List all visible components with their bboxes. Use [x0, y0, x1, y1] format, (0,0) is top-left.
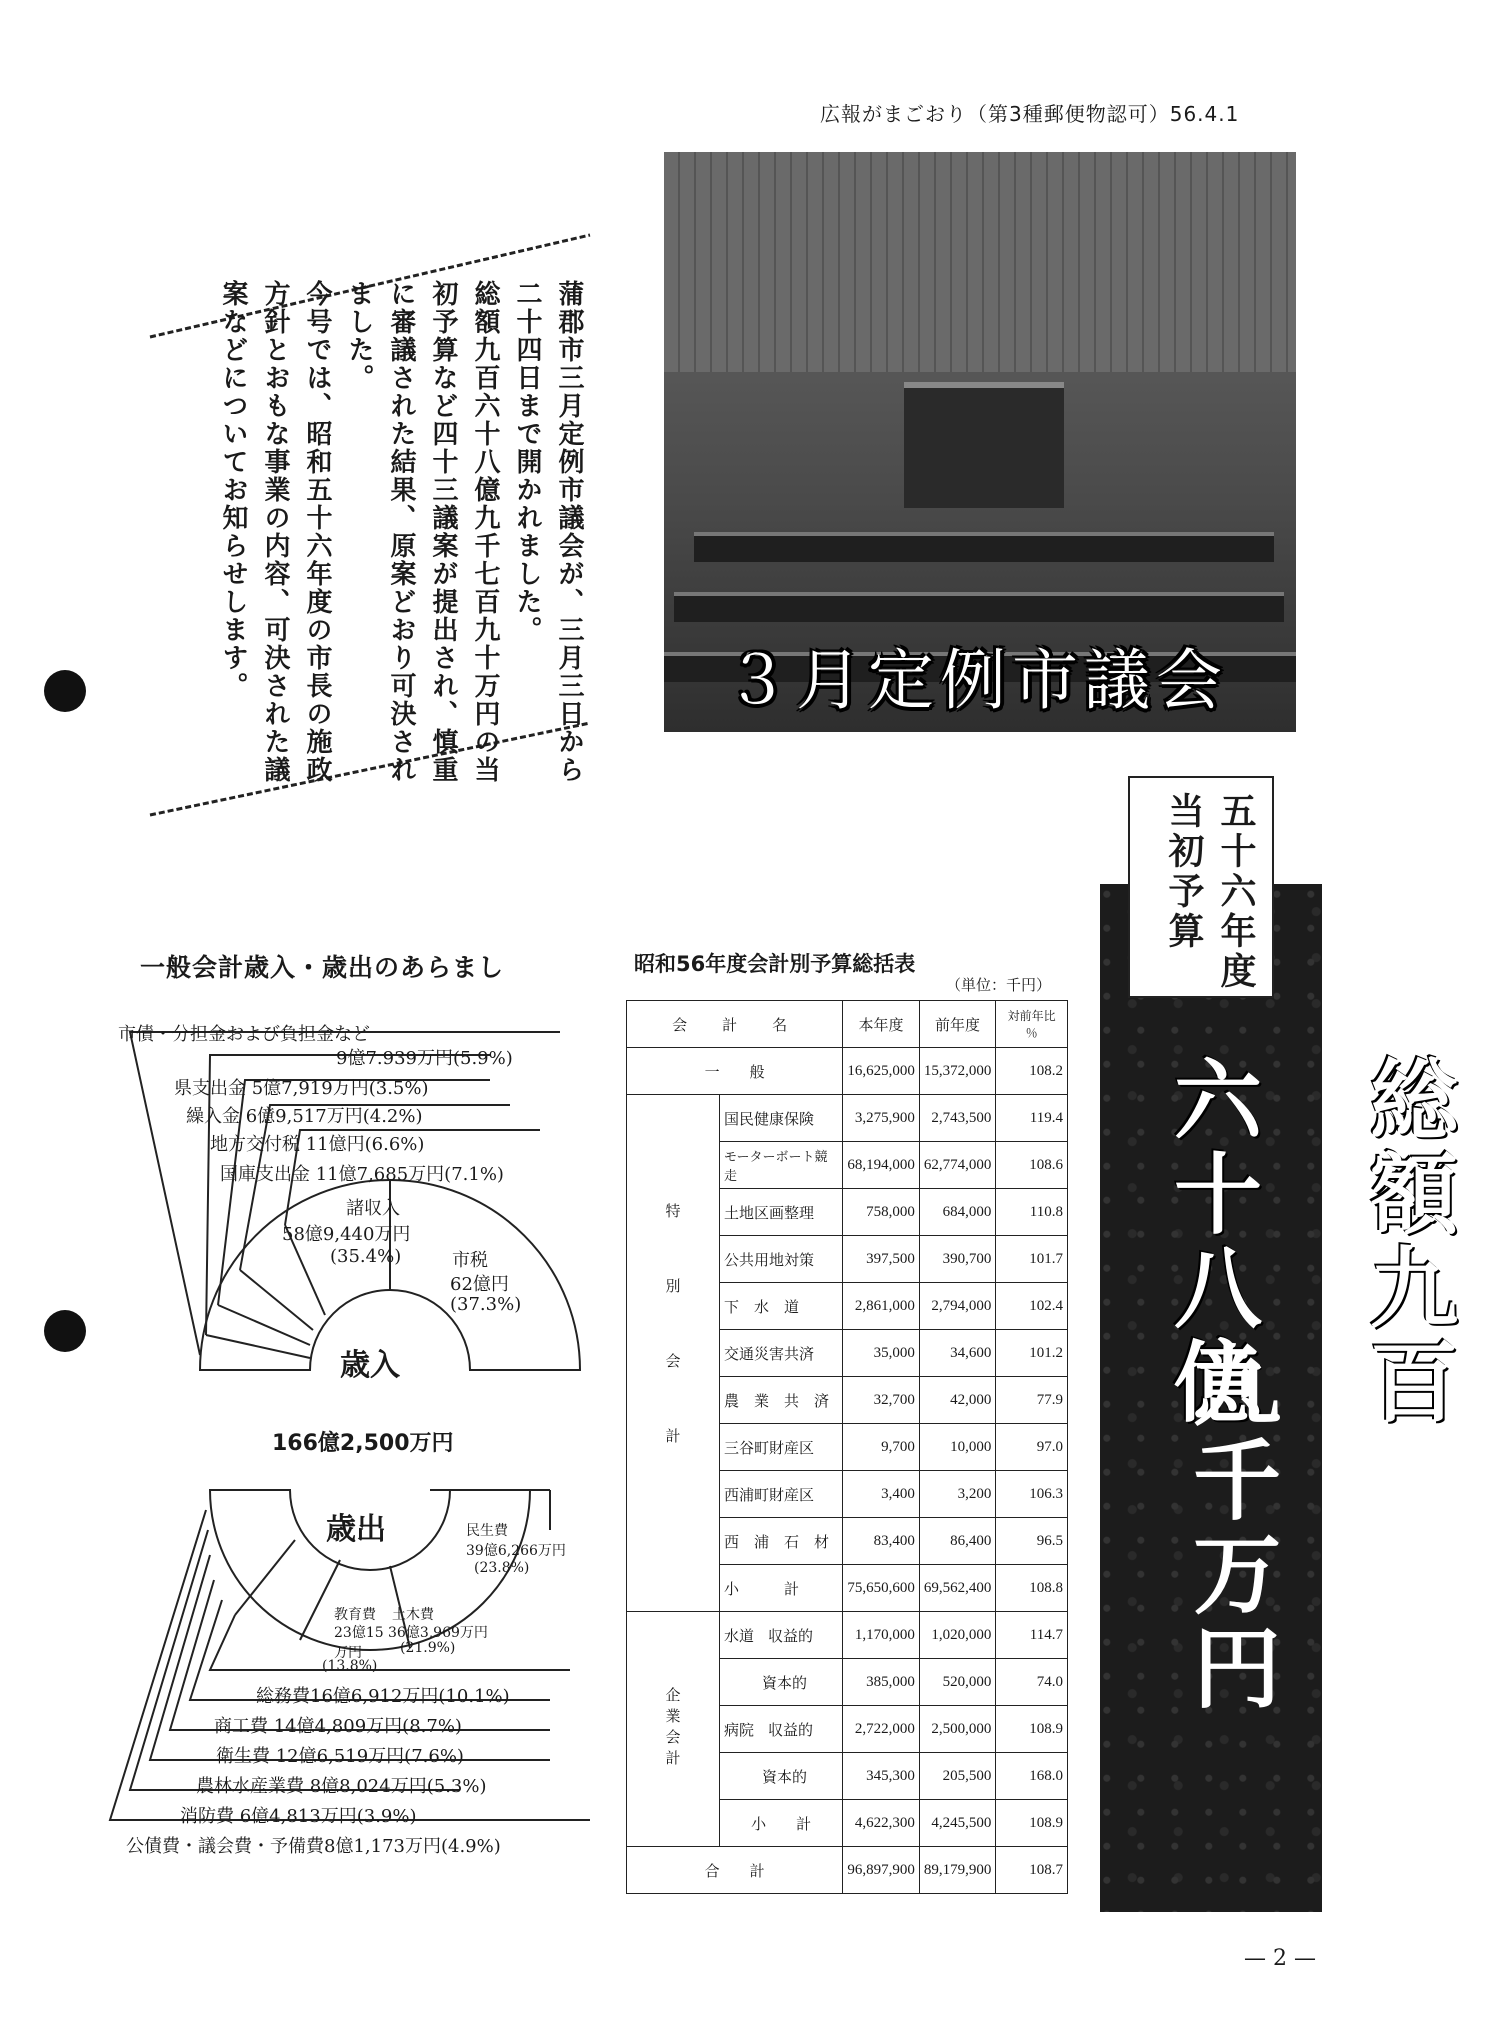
- binder-hole: [44, 1310, 86, 1352]
- header-ratio: 対前年比 ％: [996, 1001, 1068, 1048]
- big-title-line: 九千万円: [1179, 1340, 1283, 1716]
- budget-table: [626, 1000, 1068, 1894]
- header-previous: 前年度: [919, 1001, 996, 1048]
- table-row: 小 計 75,650,600 69,562,400 108.8: [627, 1565, 1068, 1612]
- revenue-amount-other: 9億7.939万円(5.9%): [336, 1048, 513, 1069]
- exp-amount-welfare: 39億6,266万円: [466, 1543, 566, 1559]
- revenue-center-label: 歳入: [340, 1348, 400, 1383]
- exp-pct-civil: (21.9%): [400, 1640, 456, 1656]
- big-title: 総額九百 六十八億: [1160, 1054, 1460, 1430]
- council-photo: [664, 152, 1296, 732]
- exp-pct-education: (13.8%): [322, 1658, 378, 1674]
- table-row: 下 水 道 2,861,000 2,794,000 102.4: [627, 1283, 1068, 1330]
- table-row: 企業会計 水道 収益的 1,170,000 1,020,000 114.7: [627, 1612, 1068, 1659]
- intro-line: 二十四日まで開かれました。: [512, 280, 542, 644]
- photo-title: ３月定例市議会: [724, 642, 1228, 719]
- intro-line: 蒲郡市三月定例市議会が、三月三日から: [554, 280, 584, 784]
- intro-text: [212, 280, 590, 800]
- exp-debt: 公債費・議会費・予備費8億1,173万円(4.9%): [126, 1836, 501, 1857]
- exp-agriculture: 農林水産業費 8億8,024万円(5.3%): [196, 1776, 487, 1797]
- table-row: 資本的 345,300 205,500 168.0: [627, 1753, 1068, 1800]
- revenue-label-tax: 市税: [452, 1250, 488, 1271]
- header-current: 本年度: [843, 1001, 920, 1048]
- intro-line: 案などについてお知らせします。: [218, 280, 248, 700]
- intro-line: に審議された結果、原案どおり可決され: [386, 280, 416, 784]
- table-row: 一 般 16,625,000 15,372,000 108.2: [627, 1048, 1068, 1095]
- exp-amount-education: 23億15万円: [334, 1625, 384, 1661]
- revenue-pct-tax: (37.3%): [450, 1294, 522, 1315]
- revenue-pct-misc: (35.4%): [330, 1246, 402, 1267]
- table-row: 三谷町財産区 9,700 10,000 97.0: [627, 1424, 1068, 1471]
- enterprise-water: 水道 収益的: [720, 1612, 843, 1659]
- table-row: 土地区画整理 758,000 684,000 110.8: [627, 1189, 1068, 1236]
- revenue-amount-tax: 62億円: [450, 1274, 509, 1295]
- table-row: 交通災害共済 35,000 34,600 101.2: [627, 1330, 1068, 1377]
- table-row: 西浦町財産区 3,400 3,200 106.3: [627, 1471, 1068, 1518]
- table-header-row: [627, 1001, 1068, 1048]
- exp-fire: 消防費 6億4,813万円(3.9%): [180, 1806, 417, 1827]
- header-name: 会 計 名: [627, 1001, 843, 1048]
- table-row: 農 業 共 済 32,700 42,000 77.9: [627, 1377, 1068, 1424]
- exp-label-education: 教育費: [334, 1607, 376, 1623]
- enterprise-label: 企業会計: [627, 1612, 720, 1847]
- intro-box: [150, 215, 590, 784]
- exp-health: 衛生費 12億6,519万円(7.6%): [216, 1746, 464, 1767]
- revenue-label-transfer: 繰入金 6億9,517万円(4.2%): [186, 1106, 423, 1127]
- budget-table-title: 昭和56年度会計別予算総括表: [634, 952, 916, 976]
- intro-line: 方針とおもな事業の内容、可決された議: [260, 280, 290, 784]
- intro-line: ました。: [344, 280, 374, 392]
- revenue-amount-misc: 58億9,440万円: [282, 1224, 411, 1245]
- revenue-label-pref: 県支出金 5億7,919万円(3.5%): [174, 1078, 429, 1099]
- table-row: 特別会計 国民健康保険 3,275,900 2,743,500 119.4: [627, 1095, 1068, 1142]
- binder-hole: [44, 670, 86, 712]
- table-row: 公共用地対策 397,500 390,700 101.7: [627, 1236, 1068, 1283]
- intro-line: 今号では、昭和五十六年度の市長の施政: [302, 280, 332, 784]
- table-row: 小 計 4,622,300 4,245,500 108.9: [627, 1800, 1068, 1847]
- big-title-end: [1120, 1340, 1320, 1900]
- intro-line: 総額九百六十八億九千七百九十万円の当: [470, 280, 500, 784]
- publication-header: 広報がまごおり（第3種郵便物認可）56.4.1: [820, 102, 1240, 126]
- exp-commerce: 商工費 14億4,809万円(8.7%): [214, 1716, 462, 1737]
- general-account-title: 一般会計歳入・歳出のあらまし: [140, 953, 505, 982]
- table-row: モーターボート競走 68,194,000 62,774,000 108.6: [627, 1142, 1068, 1189]
- special-label: 特別会計: [627, 1095, 720, 1612]
- budget-table-unit: （単位：千円）: [946, 976, 1052, 994]
- page-number: — 2 —: [1244, 1946, 1316, 1971]
- revenue-label-other: 市債・分担金および負担金など: [118, 1024, 370, 1045]
- table-row: 病院 収益的 2,722,000 2,500,000 108.9: [627, 1706, 1068, 1753]
- revenue-label-misc: 諸収入: [346, 1198, 400, 1219]
- exp-amount-civil: 36億3,969万円: [388, 1625, 488, 1641]
- revenue-label-tax-grant: 地方交付税 11億円(6.6%): [210, 1134, 425, 1155]
- expenditure-center-label: 歳出: [326, 1512, 386, 1547]
- revenue-label-national: 国庫支出金 11億7,685万円(7.1%): [220, 1164, 504, 1185]
- intro-line: 初予算など四十三議案が提出され、慎重: [428, 280, 458, 784]
- table-row: 西 浦 石 材 83,400 86,400 96.5: [627, 1518, 1068, 1565]
- exp-label-welfare: 民生費: [466, 1523, 508, 1539]
- table-total-row: 合 計 96,897,900 89,179,900 108.7: [627, 1847, 1068, 1894]
- subtitle-text: 五十六年度 当初予算: [1163, 792, 1257, 992]
- exp-label-civil: 土木費: [392, 1607, 434, 1623]
- exp-pct-welfare: (23.8%): [474, 1560, 530, 1576]
- subtitle-box: [1128, 776, 1274, 998]
- general-total: 166億2,500万円: [272, 1431, 454, 1456]
- exp-general: 総務費16億6,912万円(10.1%): [256, 1686, 510, 1707]
- table-row: 資本的 385,000 520,000 74.0: [627, 1659, 1068, 1706]
